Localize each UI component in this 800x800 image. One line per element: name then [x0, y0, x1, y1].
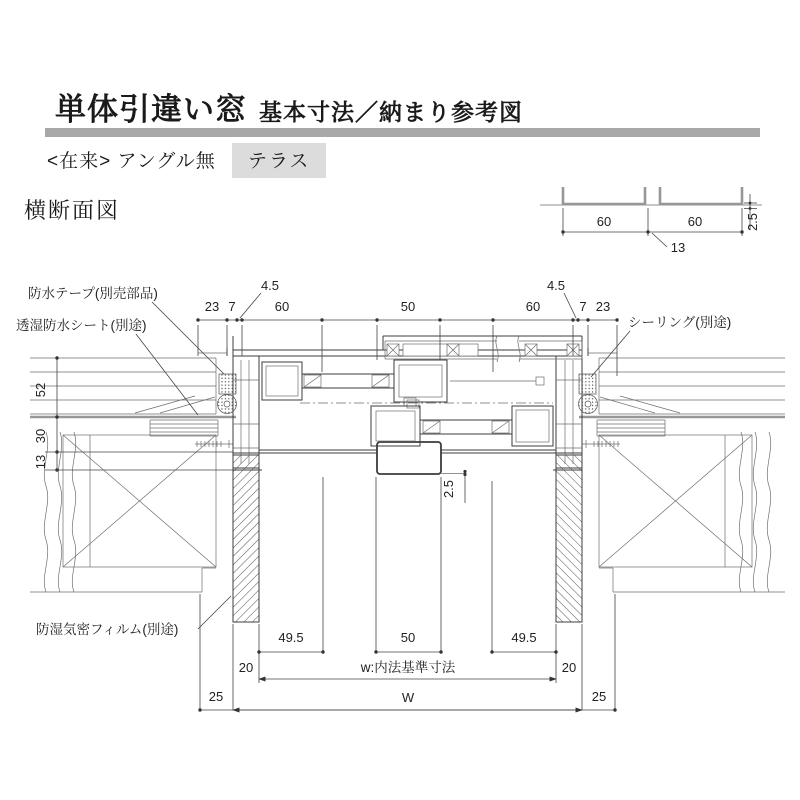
- dim-50-bottom: 50: [400, 630, 416, 645]
- detail-dim-60-right: 60: [687, 214, 703, 229]
- dim-60-left: 60: [274, 299, 290, 314]
- terrace-badge: テラス: [232, 143, 326, 178]
- title-main: 単体引違い窓: [55, 92, 247, 127]
- screen-block: [387, 344, 399, 356]
- dim-top: [196, 278, 618, 376]
- tape-right: [579, 374, 598, 414]
- glazing-block: [372, 375, 389, 387]
- tape-left: [218, 374, 237, 414]
- insulation-left: [44, 432, 75, 592]
- sash-inner: [371, 398, 553, 446]
- pillar-left: [233, 455, 259, 622]
- dim-bottom: [198, 477, 616, 712]
- glazing-block: [423, 421, 440, 433]
- screw-left: [195, 440, 233, 448]
- dim-7-right: 7: [579, 299, 587, 314]
- sheathing-right: [597, 420, 665, 436]
- title-sub: 基本寸法／納まり参考図: [259, 99, 523, 125]
- dim-23-left: 23: [204, 299, 220, 314]
- stud-right: [599, 435, 752, 567]
- sill-pocket: [377, 442, 441, 474]
- label-moisture-film: 防湿気密フィルム(別途): [36, 622, 179, 637]
- dim-2-5: 2.5: [441, 479, 456, 499]
- dim-w-inner-label: w:内法基準寸法: [360, 660, 456, 675]
- dim-20-left: 20: [238, 660, 254, 675]
- dim-30: 30: [33, 428, 48, 444]
- label-breathable-sheet: 透湿防水シート(別途): [16, 318, 147, 333]
- dim-495-left: 49.5: [278, 630, 304, 645]
- label-sealing: シーリング(別途): [628, 315, 732, 330]
- wall-right: [579, 358, 785, 592]
- dim-45-right: 4.5: [546, 278, 566, 293]
- glazing-block: [492, 421, 509, 433]
- dim-60-right: 60: [525, 299, 541, 314]
- window-frame: [198, 336, 617, 474]
- dim-20-right: 20: [561, 660, 577, 675]
- screen-block: [525, 344, 537, 356]
- dim-track-height: [441, 470, 467, 503]
- dim-50-top: 50: [400, 299, 416, 314]
- glazing-block: [304, 375, 321, 387]
- detail-dim-60-left: 60: [596, 214, 612, 229]
- pillar-right: [556, 455, 582, 622]
- dim-45-left: 4.5: [260, 278, 280, 293]
- screen-block: [447, 344, 459, 356]
- break-mark: [496, 336, 498, 362]
- dim-52: 52: [33, 382, 48, 398]
- dim-7-left: 7: [228, 299, 236, 314]
- screen-band: [385, 336, 582, 362]
- insulation-right: [739, 432, 770, 592]
- variant-label: <在来> アングル無: [47, 151, 216, 172]
- screw-right: [582, 440, 620, 448]
- dim-25-left: 25: [208, 689, 224, 704]
- dim-23-right: 23: [595, 299, 611, 314]
- dim-495-right: 49.5: [511, 630, 537, 645]
- wall-left: [30, 358, 236, 592]
- break-mark: [518, 336, 520, 362]
- annotations: [16, 285, 731, 637]
- dim-25-right: 25: [591, 689, 607, 704]
- detail-dim-13: 13: [670, 240, 686, 255]
- sheathing-left: [150, 420, 218, 436]
- stud-left: [63, 435, 216, 567]
- rail-detail: [540, 187, 762, 255]
- sash-outer: [262, 360, 544, 408]
- label-waterproof-tape: 防水テープ(別売部品): [28, 286, 158, 301]
- detail-dim-2-5: 2.5: [745, 212, 760, 232]
- dim-w-label: W: [401, 690, 415, 705]
- dim-13: 13: [33, 454, 48, 470]
- section-label: 横断面図: [24, 198, 121, 223]
